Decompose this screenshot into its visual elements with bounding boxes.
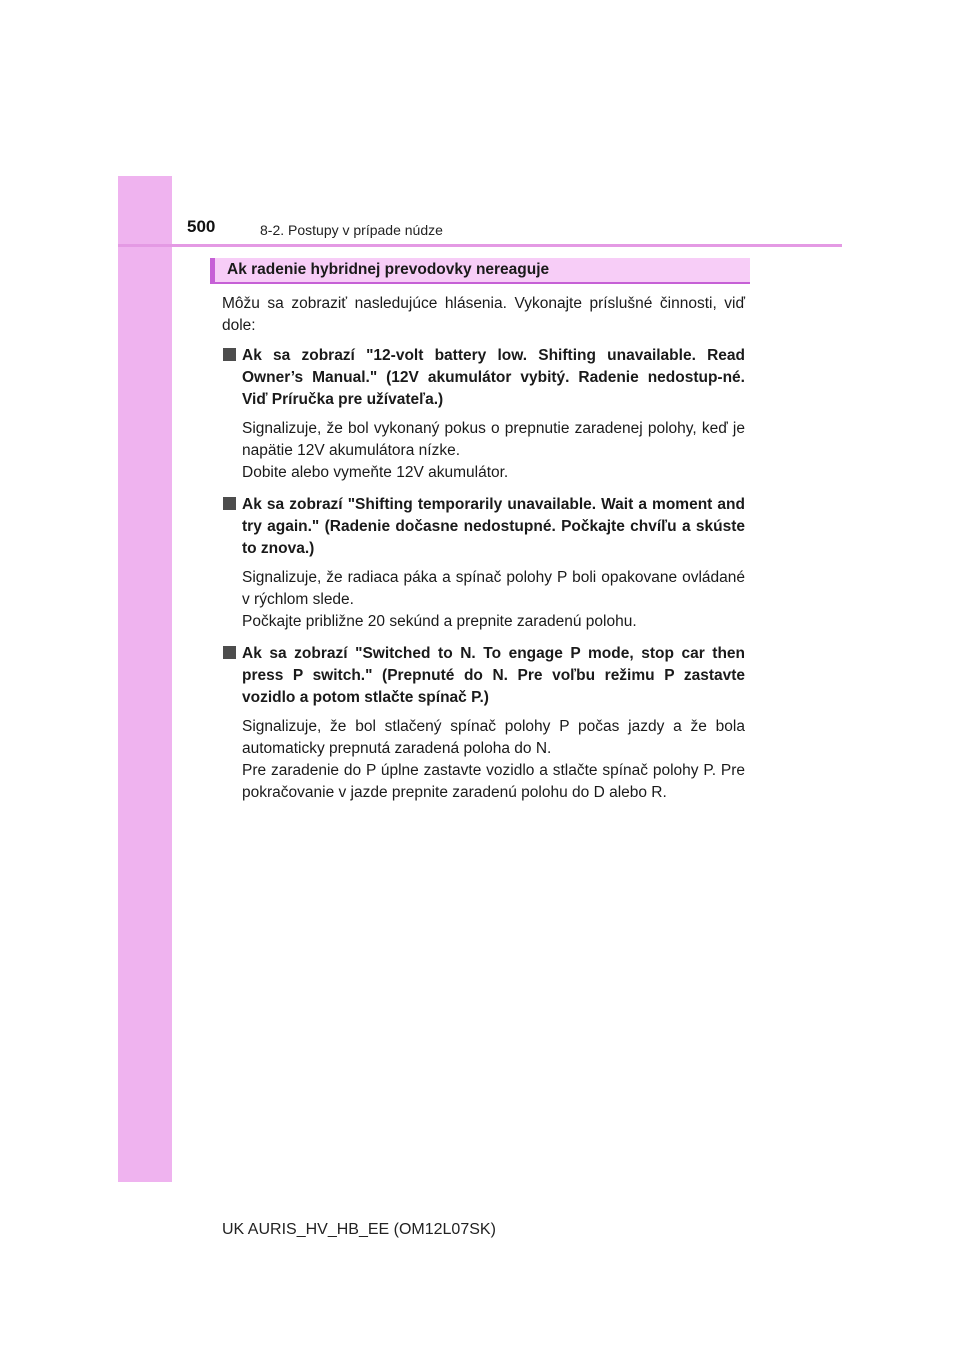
side-tab-strip: [118, 176, 172, 1182]
message-item-body: [242, 418, 745, 484]
page-number: 500: [187, 217, 216, 236]
message-item: [222, 643, 745, 804]
topic-heading-bar: [210, 258, 750, 284]
topic-heading: Ak radenie hybridnej prevodovky nereaguje: [227, 261, 550, 278]
message-item-action: Počkajte približne 20 sekúnd a prepnite zaradenú polohu.: [242, 613, 637, 630]
message-item: [222, 494, 745, 633]
message-item-title: Ak sa zobrazí "Shifting temporarily unavailable. Wait a moment and try again." (Radenie dočasne nedostupné. Počkajte chvíľu a skúste to znova.): [242, 496, 745, 557]
square-bullet-icon: [223, 348, 236, 361]
manual-code: UK AURIS_HV_HB_EE (OM12L07SK): [222, 1221, 496, 1238]
main-content: [222, 293, 745, 814]
section-title: 8-2. Postupy v prípade núdze: [260, 222, 443, 238]
message-item-body: [242, 567, 745, 633]
square-bullet-icon: [223, 497, 236, 510]
message-item-body: [242, 716, 745, 804]
square-bullet-icon: [223, 646, 236, 659]
message-item-action: Pre zaradenie do P úplne zastavte vozidlo a stlačte spínač polohy P. Pre pokračovanie v jazde prepnite zaradenú polohu do D alebo R.: [242, 762, 745, 801]
message-item-explanation: Signalizuje, že bol stlačený spínač polohy P počas jazdy a že bola automaticky prepnutá zaradená poloha do N.: [242, 718, 745, 757]
message-item-action: Dobite alebo vymeňte 12V akumulátor.: [242, 464, 509, 481]
message-item: [222, 345, 745, 484]
header-divider: [118, 244, 842, 247]
intro-paragraph: Môžu sa zobraziť nasledujúce hlásenia. Vykonajte príslušné činnosti, viď dole:: [222, 295, 745, 334]
message-item-title: Ak sa zobrazí "12-volt battery low. Shifting unavailable. Read Owner’s Manual." (12V akumulátor vybitý. Radenie nedostup-né. Viď Príručka pre užívateľa.): [242, 347, 745, 408]
message-item-explanation: Signalizuje, že bol vykonaný pokus o prepnutie zaradenej polohy, keď je napätie 12V akumulátora nízke.: [242, 420, 745, 459]
message-item-title: Ak sa zobrazí "Switched to N. To engage P mode, stop car then press P switch." (Prepnuté do N. Pre voľbu režimu P zastavte vozidlo a potom stlačte spínač P.): [242, 645, 745, 706]
message-item-explanation: Signalizuje, že radiaca páka a spínač polohy P boli opakovane ovládané v rýchlom slede.: [242, 569, 745, 608]
